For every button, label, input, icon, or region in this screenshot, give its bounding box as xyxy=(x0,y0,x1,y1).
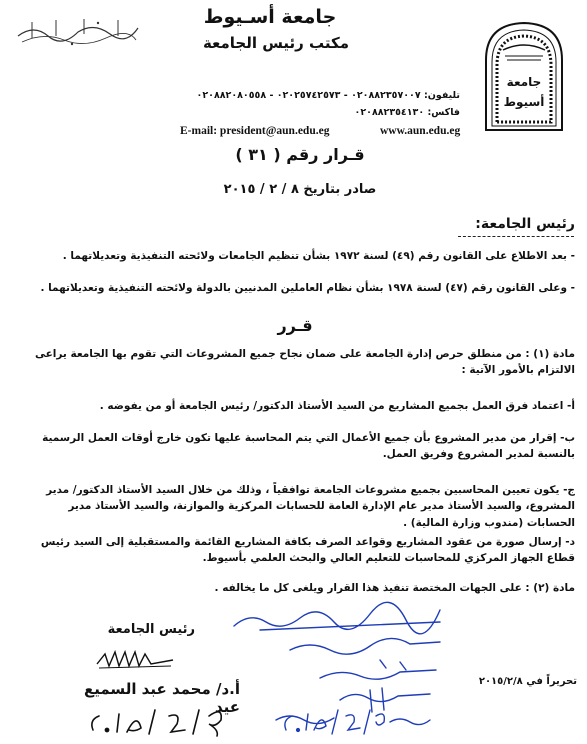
article-1-item-a: أ- اعتماد فرق العمل بجميع المشاريع من السيد الأستاذ الدكتور/ رئيس الجامعة أو من يفوضه . xyxy=(99,400,575,412)
article-1-item-c: ج- يكون تعيين المحاسبين بجميع مشروعات الجامعة توافقياً ، وذلك من خلال السيد الأستاذ الدكتور/ مدير المشروع، والسيد الأستاذ مدير عام الإدارة العامة للحسابات المركزية والموازنة، والسيد الأستاذ مدير الحسابات (مندوب وزارة المالية) . xyxy=(46,484,575,529)
preamble-law-49: - بعد الاطلاع على القانون رقم (٤٩) لسنة ١٩٧٢ بشأن تنظيم الجامعات ولائحته التنفيذية وتعديلاتهما . xyxy=(62,250,575,262)
decided-heading: قـرر xyxy=(277,316,313,335)
fax-line: فاكس: ٠٢٠٨٨٢٣٥٤١٣٠ xyxy=(354,107,460,118)
decision-number: قـرار رقم ( ٣١ ) xyxy=(235,145,365,164)
preamble-law-47: - وعلى القانون رقم (٤٧) لسنة ١٩٧٨ بشأن نظام العاملين المدنيين بالدولة ولائحته التنفيذية وتعديلاتهما . xyxy=(40,282,575,294)
university-name: جامعة أسـيوط xyxy=(203,6,337,28)
written-date: تحريراً في ٢٠١٥/٢/٨ xyxy=(478,676,577,687)
article-1: مادة (١) : من منطلق حرص إدارة الجامعة على ضمان نجاح جميع المشروعات التي تقوم بها الجامعة يراعى الالتزام بالأمور الآتية : xyxy=(34,348,575,377)
president-name: أ.د/ محمد عبد السميع عيد xyxy=(84,680,240,716)
handwritten-date-right xyxy=(280,700,390,740)
handwritten-date-left xyxy=(85,702,245,740)
president-signature xyxy=(95,646,175,672)
office-title: مكتب رئيس الجامعة xyxy=(202,34,350,52)
svg-text:جامعة: جامعة xyxy=(506,75,542,89)
basmala-calligraphy xyxy=(14,14,142,48)
heading-underline xyxy=(458,236,574,237)
email-address: E-mail: president@aun.edu.eg xyxy=(180,125,330,137)
president-heading: رئيس الجامعة: xyxy=(475,216,575,232)
phone-line: تليفون: ٠٢٠٨٨٢٣٥٧٠٠٧ - ٠٢٠٢٥٧٤٢٥٧٣ - ٠٢٠٨٨٢٠٨٠٥٥٨ xyxy=(196,90,460,101)
president-label: رئيس الجامعة xyxy=(107,622,195,637)
article-2: مادة (٢) : على الجهات المختصة تنفيذ هذا القرار ويلغى كل ما يخالفه . xyxy=(214,582,575,594)
university-logo xyxy=(483,20,565,132)
issue-date: صادر بتاريخ ٨ / ٢ / ٢٠١٥ xyxy=(223,182,377,197)
website-address: www.aun.edu.eg xyxy=(380,125,461,137)
article-1-item-d: د- إرسال صورة من عقود المشاريع وقواعد الصرف بكافة المشاريع القائمة والمستقبلية إلى السيد رئيس قطاع الجهاز المركزي للمحاسبات للتعليم العالي والبحث العلمي بأسيوط. xyxy=(40,536,575,565)
article-1-item-b: ب- إقرار من مدير المشروع بأن جميع الأعمال التي يتم المحاسبة عليها تكون خارج أوقات العمل الرسمية بالنسبة لمدير المشروع وفريق العمل. xyxy=(42,432,575,461)
svg-text:أسيوط: أسيوط xyxy=(503,95,545,109)
